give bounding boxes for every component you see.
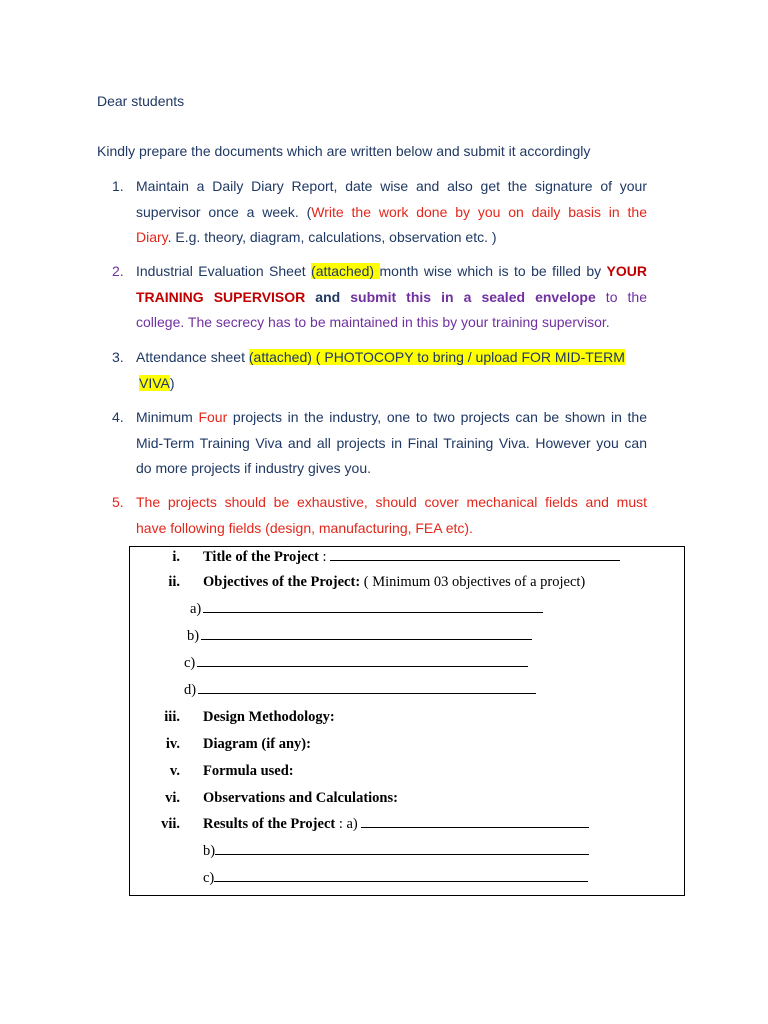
list-item: 3. Attendance sheet (attached) ( PHOTOCOPY to bring / upload FOR MID-TERM VIVA) — [112, 345, 647, 396]
list-number: 2. — [112, 263, 124, 279]
objective-d: d) — [184, 682, 536, 699]
list-item: 5. The projects should be exhaustive, should cover mechanical fields and must have following fields (design, manufacturing, FEA etc). — [112, 490, 647, 541]
list-item: 4. Minimum Four projects in the industry, one to two projects can be shown in the Mid-Term Training Viva and all projects in Final Training Viva. However you can do more projects if industry gives you. — [112, 405, 647, 482]
blank-line — [201, 628, 532, 640]
highlighted-text: VIVA — [139, 374, 170, 391]
list-number: 1. — [112, 178, 124, 194]
greeting: Dear students — [97, 93, 185, 109]
list-number: 5. — [112, 494, 124, 510]
intro-text: Kindly prepare the documents which are written below and submit it accordingly — [97, 143, 591, 159]
list-item: 1. Maintain a Daily Diary Report, date wise and also get the signature of your supervisor once a week. (Write the work done by you on daily basis in the Diary. E.g. theory, diagram, calculations, observation etc. ) — [112, 174, 647, 251]
objective-a: a) — [190, 601, 543, 618]
project-format-box: i. Title of the Project : ii. Objectives of the Project: ( Minimum 03 objectives of a project) a) b) c) d) iii. Design Methodology: iv. Diagram (if any): v. Formula used: vi. Observations and Calculations: vii. Results of the Project : a) b) c) — [129, 546, 685, 896]
objective-b: b) — [187, 628, 532, 645]
list-item: 2. Industrial Evaluation Sheet (attached) month wise which is to be filled by YOUR TRAINING SUPERVISOR and submit this in a sealed envelope to the college. The secrecy has to be maintained in this by your training supervisor. — [112, 259, 647, 336]
list-number: 3. — [112, 349, 124, 365]
blank-line — [214, 870, 588, 882]
objective-c: c) — [184, 655, 528, 672]
list-number: 4. — [112, 409, 124, 425]
highlighted-text: (attached) ( PHOTOCOPY to bring / upload FOR MID-TERM — [248, 349, 625, 365]
blank-line — [197, 655, 528, 667]
result-c: c) — [203, 870, 588, 887]
blank-line — [330, 549, 620, 561]
result-b: b) — [203, 843, 589, 860]
blank-line — [198, 682, 536, 694]
highlighted-text: (attached) — [311, 263, 380, 279]
blank-line — [215, 843, 589, 855]
blank-line — [361, 816, 589, 828]
blank-line — [203, 601, 543, 613]
